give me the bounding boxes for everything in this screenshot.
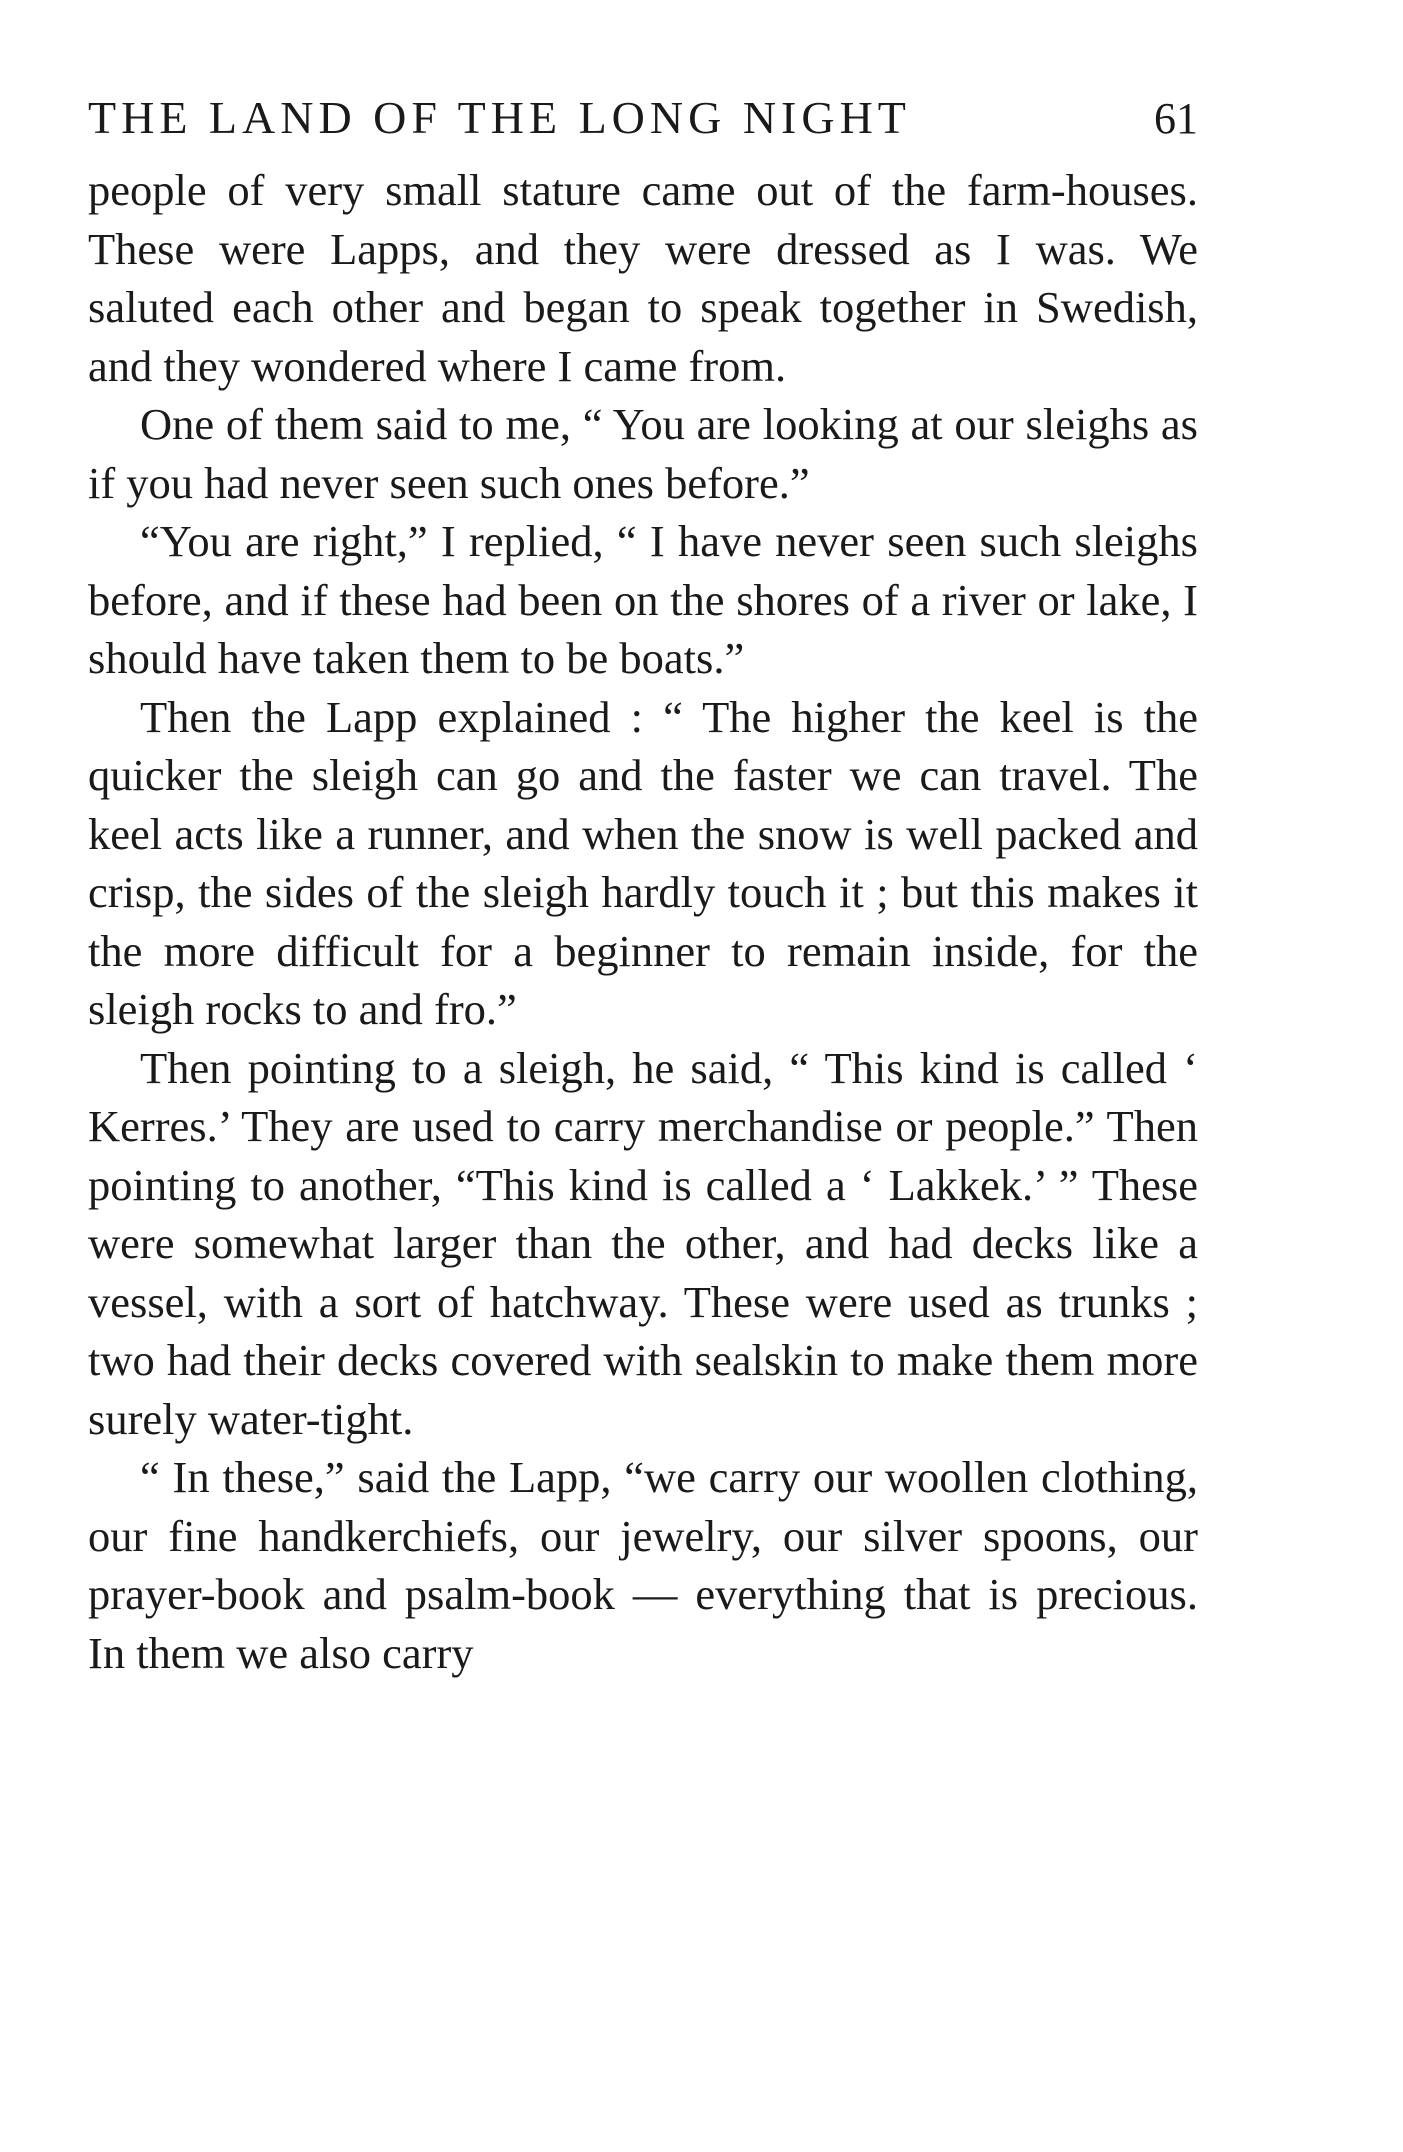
page-number: 61: [1154, 94, 1198, 143]
running-title: THE LAND OF THE LONG NIGHT: [88, 92, 911, 143]
paragraph: Then the Lapp explained : “ The higher the keel is the quicker the sleigh can go and the faster we can travel. The keel acts like a runner, and when the snow is well packed and crisp, the sides of the sleigh hardly touch it ; but this makes it the more difficult for a beginner to remain inside, for the sleigh rocks to and fro.”: [88, 691, 1198, 1034]
paragraph-continued: people of very small stature came out of the farm-houses. These were Lapps, and they were dressed as I was. We saluted each other and began to speak together in Swedish, and they wondered where I came from.: [88, 165, 1198, 391]
paragraph: One of them said to me, “ You are looking at our sleighs as if you had never seen such ones before.”: [88, 399, 1198, 508]
paragraph: “ In these,” said the Lapp, “we carry our woollen clothing, our fine handkerchiefs, our jewelry, our silver spoons, our prayer-book and psalm-book — everything that is precious. In them we also carry: [88, 1452, 1198, 1678]
running-head: [88, 92, 1198, 143]
book-page: [88, 92, 1198, 1682]
body-text: [88, 161, 1198, 1682]
paragraph: Then pointing to a sleigh, he said, “ This kind is called ‘ Kerres.’ They are used to carry merchandise or people.” Then pointing to another, “This kind is called a ‘ Lakkek.’ ” These were somewhat larger than the other, and had decks like a vessel, with a sort of hatchway. These were used as trunks ; two had their decks covered with sealskin to make them more surely water-tight.: [88, 1042, 1198, 1444]
paragraph: “You are right,” I replied, “ I have never seen such sleighs before, and if these had been on the shores of a river or lake, I should have taken them to be boats.”: [88, 516, 1198, 683]
